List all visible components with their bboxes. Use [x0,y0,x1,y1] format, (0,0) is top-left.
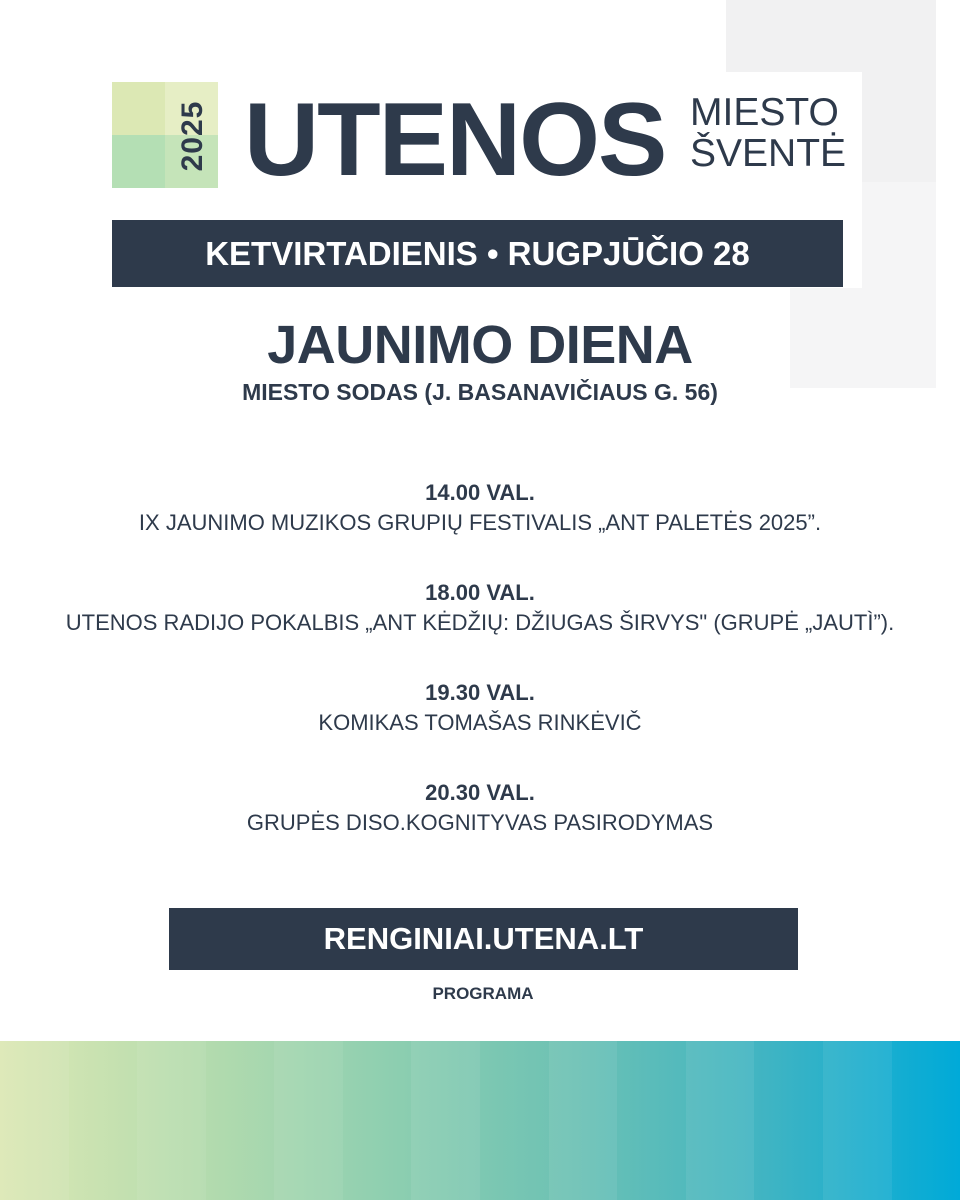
website-link[interactable]: RENGINIAI.UTENA.LT [169,908,798,970]
logo-subtitle-line2: ŠVENTĖ [690,132,847,175]
schedule-item [0,678,960,778]
event-title: JAUNIMO DIENA [267,315,693,375]
schedule-list [0,478,960,878]
schedule-description: IX JAUNIMO MUZIKOS GRUPIŲ FESTIVALIS „ANT PALETĖS 2025”. [138,510,822,535]
date-banner: KETVIRTADIENIS • RUGPJŪČIO 28 [112,220,843,287]
schedule-item [0,478,960,578]
schedule-time: 18.00 VAL. [425,580,535,605]
schedule-time: 14.00 VAL. [425,480,535,505]
schedule-description: UTENOS RADIJO POKALBIS „ANT KĖDŽIŲ: DŽIUGAS ŠIRVYS" (GRUPĖ „JAUTÌ”). [65,610,895,635]
gradient-band [0,1041,960,1200]
schedule-description: KOMIKAS TOMAŠAS RINKĖVIČ [318,710,642,735]
schedule-description: GRUPĖS DISO.KOGNITYVAS PASIRODYMAS [246,810,714,835]
schedule-time: 20.30 VAL. [425,780,535,805]
logo-year: 2025 [176,100,209,172]
schedule-item [0,578,960,678]
background-square [726,0,936,72]
background-square [862,72,936,182]
logo-title: UTENOS [244,82,666,198]
logo-subtitle-line1: MIESTO [690,91,839,134]
event-location: MIESTO SODAS (J. BASANAVIČIAUS G. 56) [242,379,718,405]
program-label: PROGRAMA [432,984,534,1003]
logo-subtitle [690,92,846,174]
schedule-time: 19.30 VAL. [425,680,535,705]
schedule-item [0,778,960,878]
